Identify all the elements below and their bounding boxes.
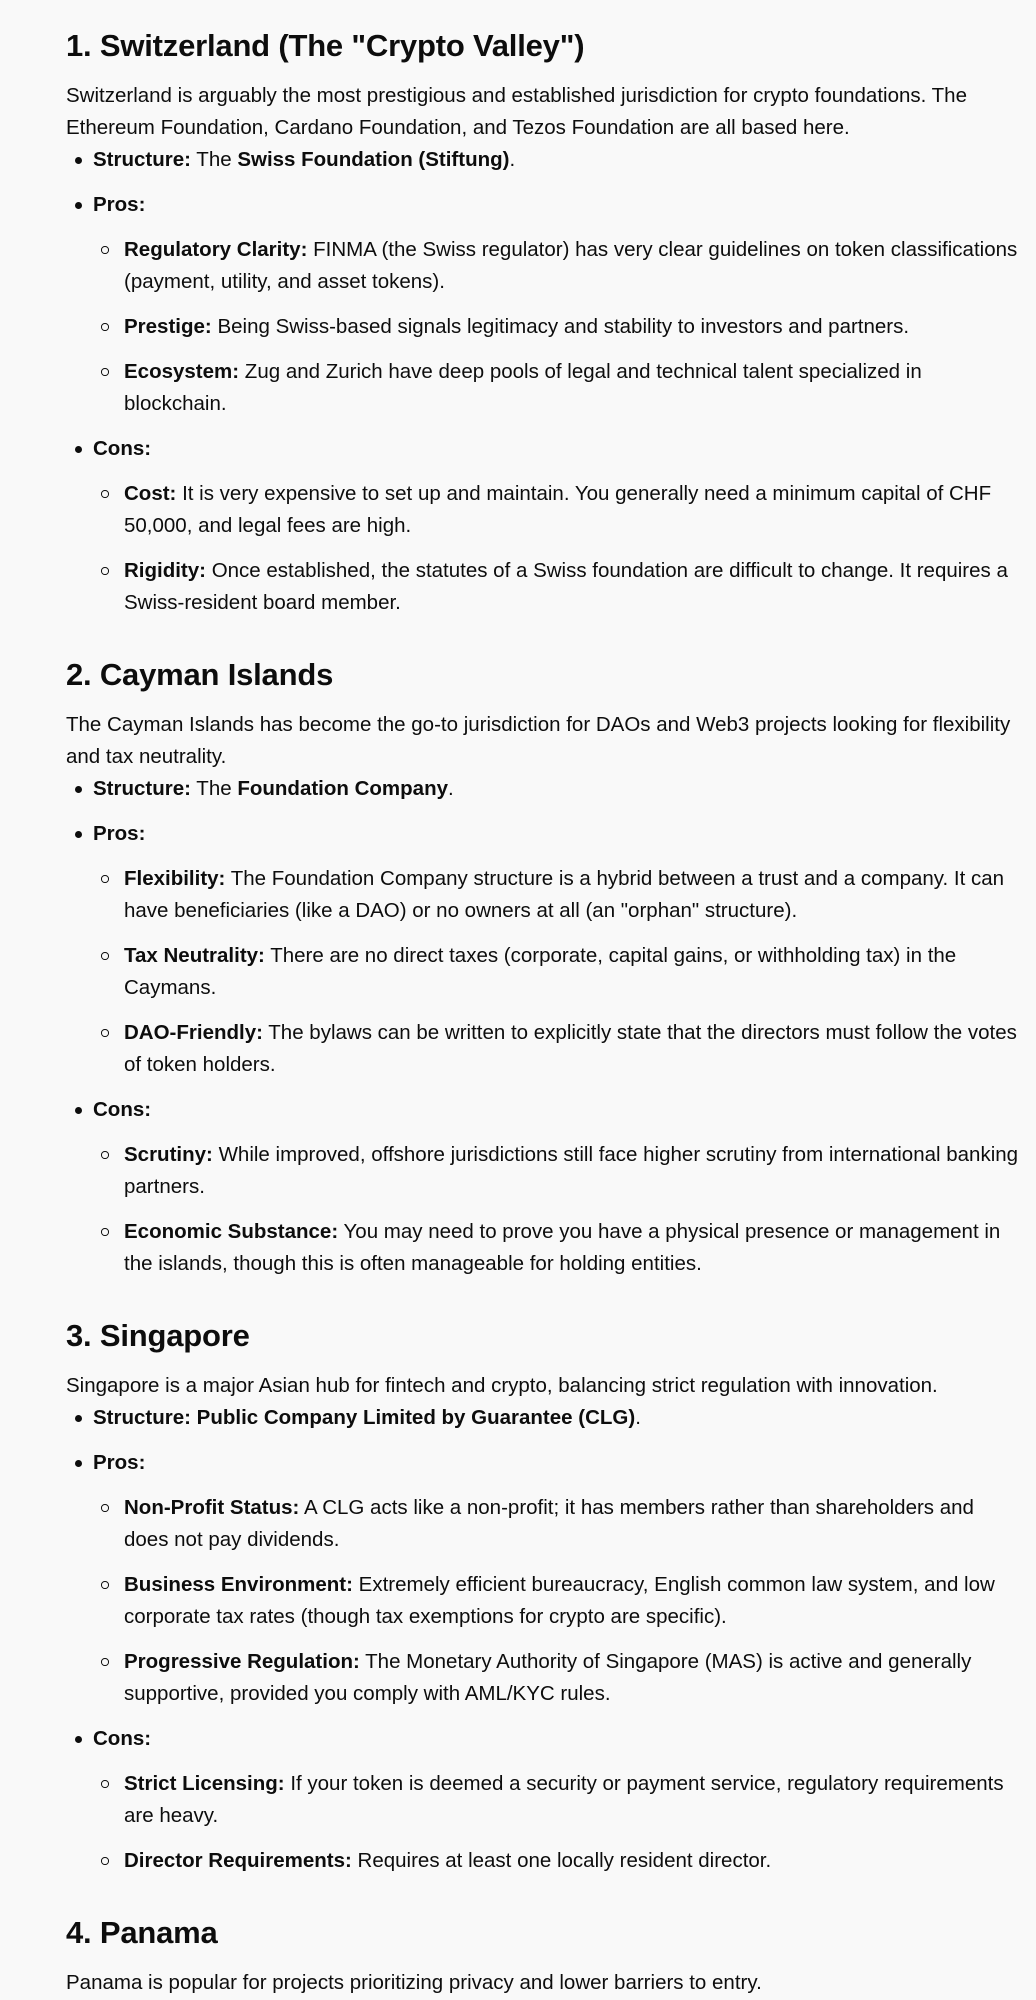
sub-list-item [124,1139,1021,1203]
list-item-structure [93,773,1021,805]
section-intro: The Cayman Islands has become the go-to jurisdiction for DAOs and Web3 projects looking for flexibility and tax neutrality. [66,713,1011,768]
sub-list [93,234,1021,420]
bold-text: Foundation Company [237,777,449,800]
section-intro: Switzerland is arguably the most prestigious and established jurisdiction for crypto foundations. The Ethereum Foundation, Cardano Foundation, and Tezos Foundation are all based here. [66,84,967,139]
plain-text: . [448,777,454,800]
item-text: The Foundation Company structure is a hybrid between a trust and a company. It can have beneficiaries (like a DAO) or no owners at all (an "orphan" structure). [124,867,1005,922]
item-label: Non-Profit Status: [124,1496,300,1519]
item-label: Prestige: [124,315,212,338]
section-intro: Panama is popular for projects prioritizing privacy and lower barriers to entry. [66,1971,762,1994]
bold-text: Structure: Public Company Limited by Guarantee (CLG) [93,1406,636,1429]
bold-text: Structure: [93,148,191,171]
list-item-group [93,189,1021,420]
group-label: Pros: [93,822,146,845]
sub-list-item [124,478,1021,542]
sub-list-item [124,1216,1021,1280]
item-text: Requires at least one locally resident director. [357,1849,772,1872]
item-label: Progressive Regulation: [124,1650,360,1673]
item-label: Regulatory Clarity: [124,238,308,261]
group-label: Pros: [93,1451,146,1474]
list-item-structure [93,1402,1021,1434]
item-text: Extremely efficient bureaucracy, English common law system, and low corporate tax rates (though tax exemptions for crypto are specific). [124,1573,995,1628]
plain-text: The [190,777,238,800]
jurisdiction-section-singapore [66,1316,1021,1877]
item-label: Tax Neutrality: [124,944,265,967]
sub-list-item [124,1646,1021,1710]
sub-list [93,863,1021,1081]
section-list [66,773,1021,1280]
list-item-group [93,1447,1021,1710]
item-label: Ecosystem: [124,360,240,383]
item-text: Being Swiss-based signals legitimacy and stability to investors and partners. [217,315,910,338]
item-text: You may need to prove you have a physical presence or management in the islands, though this is often manageable for holding entities. [124,1220,1001,1275]
item-text: If your token is deemed a security or payment service, regulatory requirements are heavy. [124,1772,1004,1827]
item-text: Once established, the statutes of a Swiss foundation are difficult to change. It requires a Swiss-resident board member. [124,559,1008,614]
sub-list-item [124,863,1021,927]
item-text: A CLG acts like a non-profit; it has members rather than shareholders and does not pay dividends. [124,1496,974,1551]
plain-text: . [509,148,516,171]
item-label: Strict Licensing: [124,1772,285,1795]
plain-text: The [190,148,238,171]
list-item-group [93,1094,1021,1280]
sub-list-item [124,555,1021,619]
section-heading: 2. Cayman Islands [66,657,334,692]
sub-list [93,1768,1021,1877]
sub-list [93,478,1021,619]
item-label: Cost: [124,482,177,505]
list-item-structure [93,144,1021,176]
sub-list-item [124,234,1021,298]
item-label: Scrutiny: [124,1143,213,1166]
group-label: Cons: [93,1727,152,1750]
item-text: The Monetary Authority of Singapore (MAS) is active and generally supportive, provided you comply with AML/KYC rules. [124,1650,972,1705]
sub-list-item [124,1768,1021,1832]
sub-list-item [124,356,1021,420]
sub-list-item [124,311,1021,343]
item-label: Director Requirements: [124,1849,352,1872]
jurisdiction-section-cayman-islands [66,655,1021,1280]
item-text: While improved, offshore jurisdictions still face higher scrutiny from international banking partners. [124,1143,1019,1198]
sub-list [93,1492,1021,1710]
item-text: Zug and Zurich have deep pools of legal and technical talent specialized in blockchain. [124,360,922,415]
list-item-group [93,1723,1021,1877]
sub-list-item [124,940,1021,1004]
section-list [66,1402,1021,1877]
section-list [66,144,1021,619]
sub-list [93,1139,1021,1280]
section-heading: 4. Panama [66,1915,218,1950]
item-text: It is very expensive to set up and maintain. You generally need a minimum capital of CHF 50,000, and legal fees are high. [124,482,992,537]
section-heading: 3. Singapore [66,1318,250,1353]
jurisdiction-section-panama [66,1913,1021,1999]
sub-list-item [124,1845,1021,1877]
section-heading: 1. Switzerland (The "Crypto Valley") [66,28,585,63]
section-intro: Singapore is a major Asian hub for fintech and crypto, balancing strict regulation with innovation. [66,1374,938,1397]
item-text: The bylaws can be written to explicitly state that the directors must follow the votes of token holders. [124,1021,1017,1076]
group-label: Cons: [93,437,152,460]
sub-list-item [124,1017,1021,1081]
group-label: Cons: [93,1098,152,1121]
sub-list-item [124,1569,1021,1633]
item-text: FINMA (the Swiss regulator) has very clear guidelines on token classifications (payment, utility, and asset tokens). [124,238,1018,293]
plain-text: . [635,1406,641,1429]
item-label: Flexibility: [124,867,226,890]
item-text: There are no direct taxes (corporate, capital gains, or withholding tax) in the Caymans. [124,944,957,999]
item-label: Business Environment: [124,1573,353,1596]
jurisdiction-section-switzerland [66,26,1021,619]
item-label: Economic Substance: [124,1220,339,1243]
group-label: Pros: [93,193,146,216]
list-item-group [93,433,1021,619]
bold-text: Swiss Foundation (Stiftung) [237,148,510,171]
sub-list-item [124,1492,1021,1556]
item-label: DAO-Friendly: [124,1021,263,1044]
list-item-group [93,818,1021,1081]
item-label: Rigidity: [124,559,206,582]
bold-text: Structure: [93,777,191,800]
